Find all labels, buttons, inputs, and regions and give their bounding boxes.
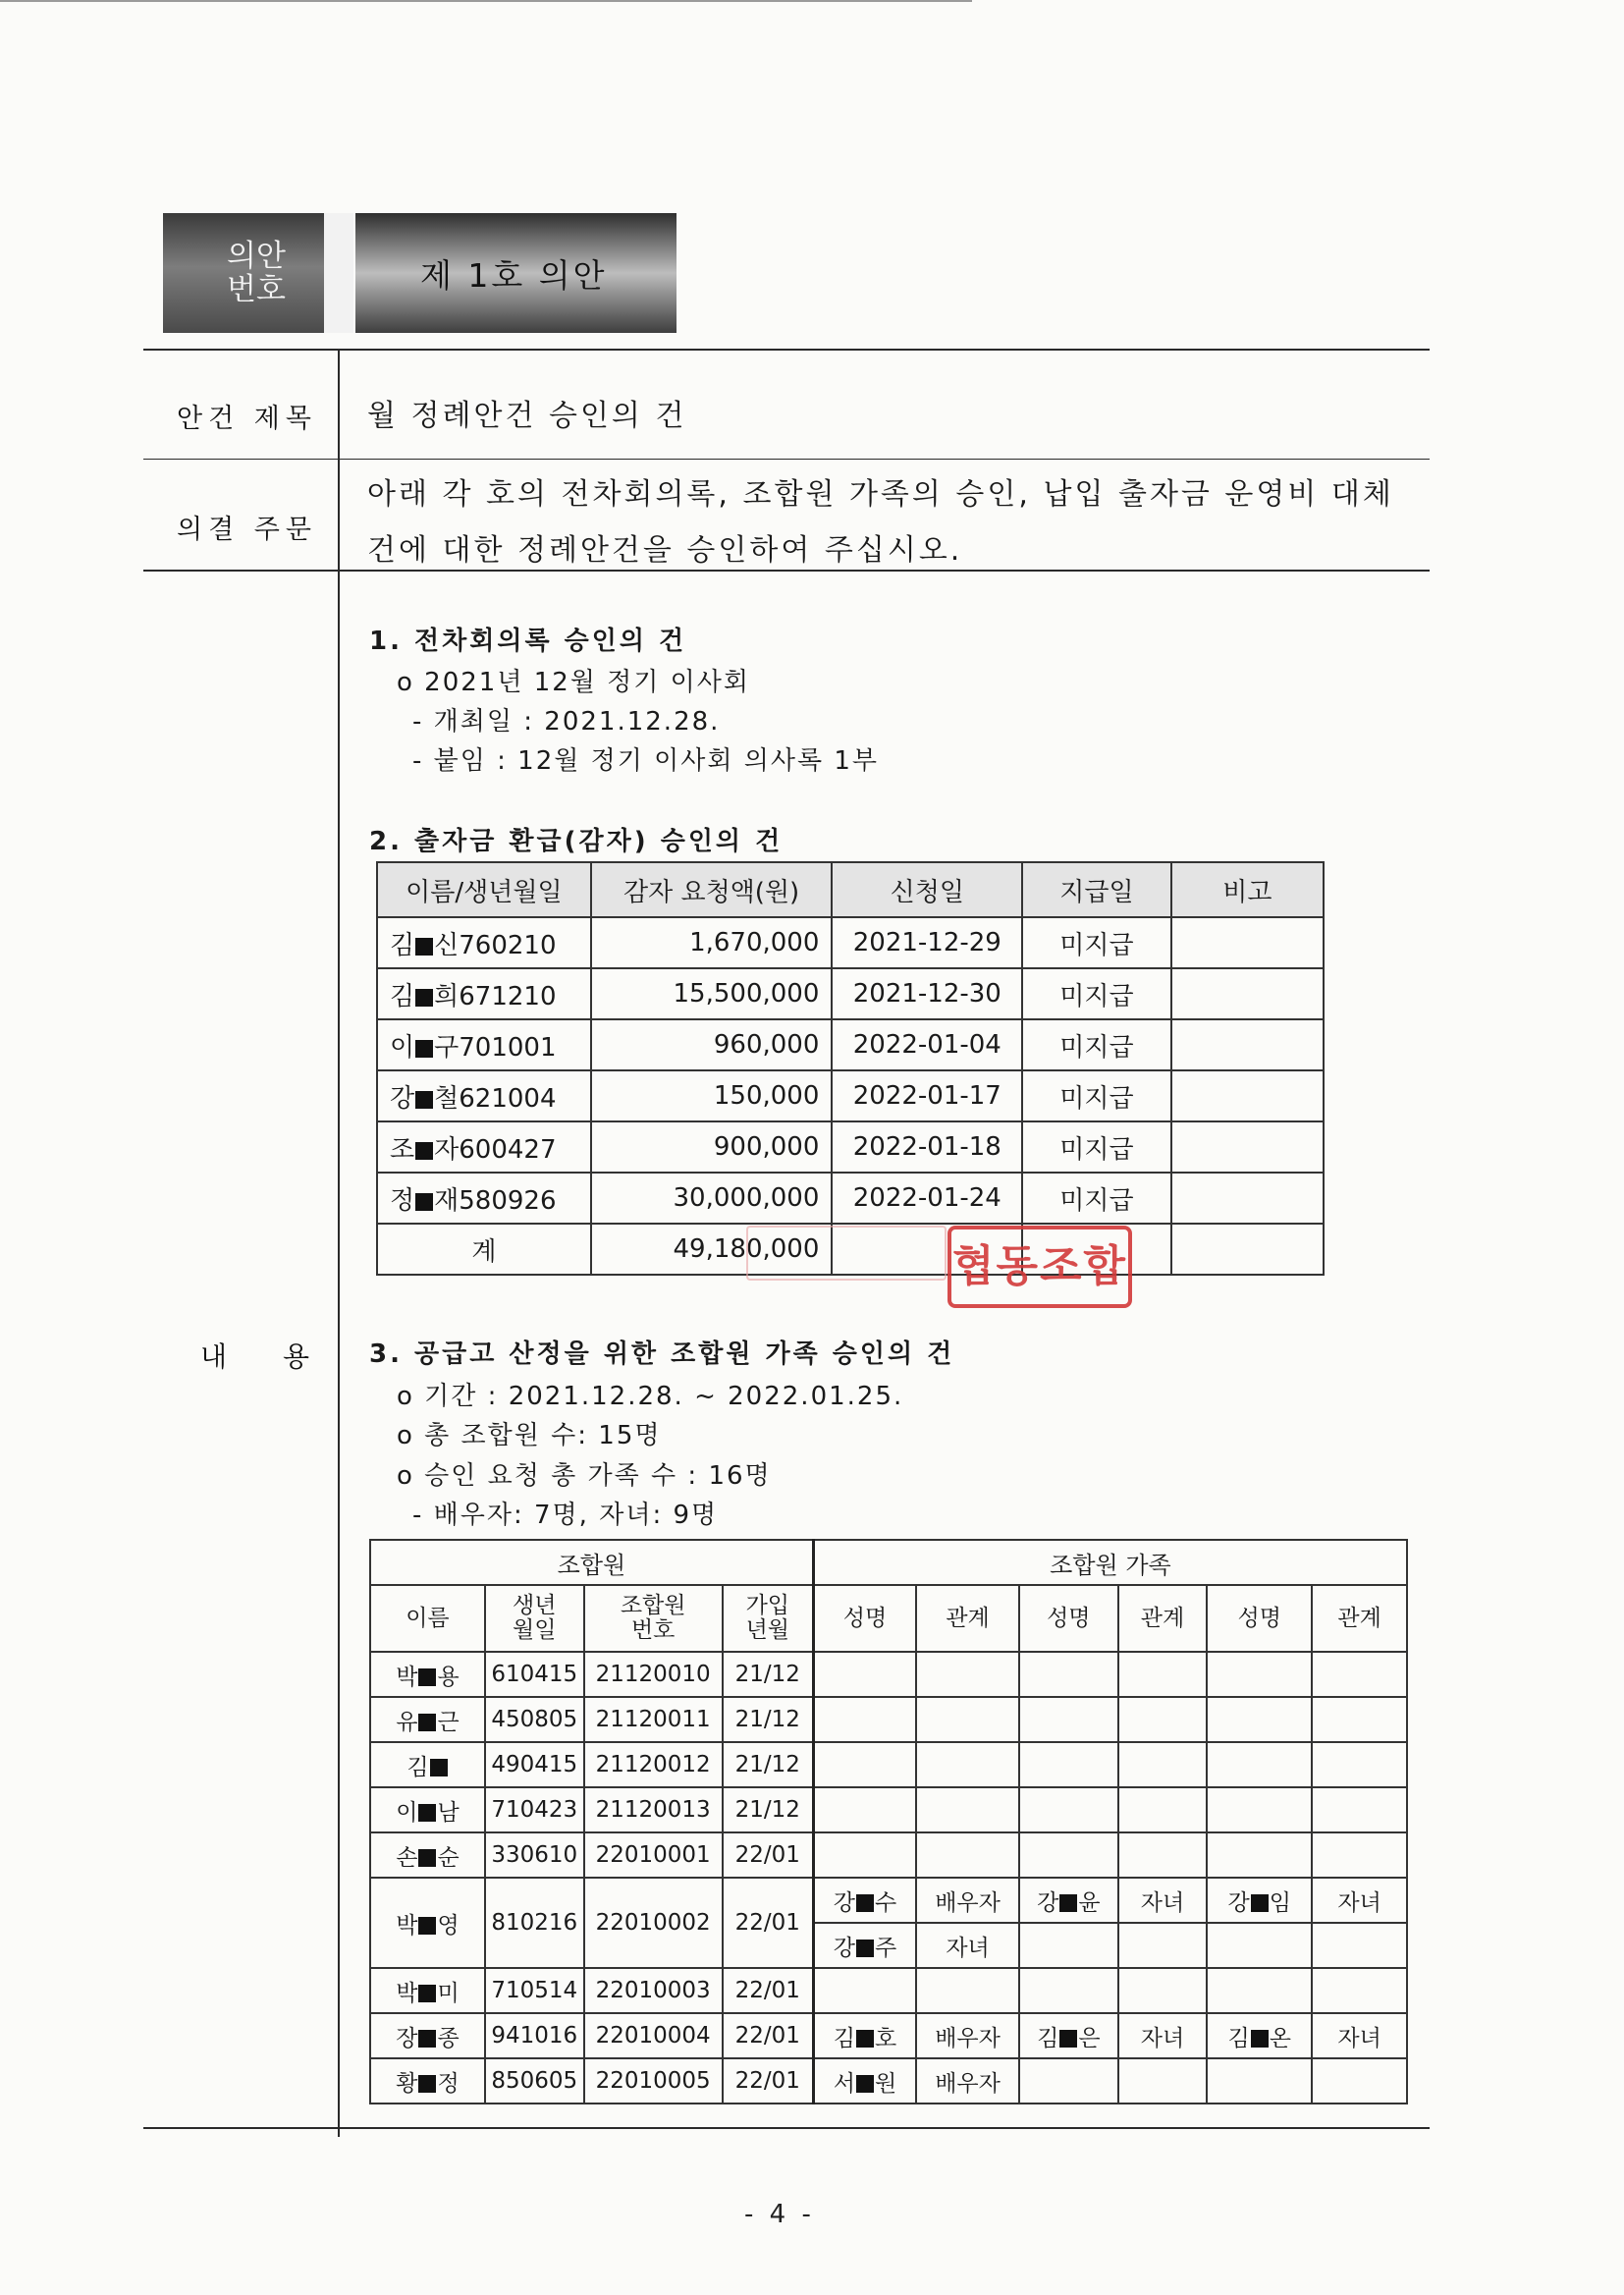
birth-cell: 610415 — [485, 1652, 584, 1697]
family-relation-cell: 자녀 — [916, 1923, 1019, 1968]
note-cell — [1171, 968, 1324, 1019]
family-name-cell — [1019, 1742, 1118, 1787]
redaction-block — [856, 1894, 874, 1912]
table-row — [377, 1121, 1324, 1173]
joined-cell: 22/01 — [723, 2013, 814, 2058]
birth-cell: 941016 — [485, 2013, 584, 2058]
form-row-rule — [143, 459, 1430, 460]
redaction-block — [418, 1917, 436, 1935]
section-1-line: - 붙임 : 12월 정기 이사회 의사록 1부 — [412, 746, 880, 776]
column-header: 가입 년월 — [723, 1585, 814, 1652]
member-name-cell: 박 용 — [370, 1652, 485, 1697]
redaction-block — [418, 2075, 436, 2093]
member-name-cell: 김 — [370, 1742, 485, 1787]
table-row — [370, 1787, 1407, 1832]
amount-cell: 1,670,000 — [591, 917, 833, 968]
redaction-block — [1251, 2030, 1269, 2048]
amount-cell: 30,000,000 — [591, 1173, 833, 1224]
redaction-block — [415, 1193, 433, 1211]
family-name-cell — [1207, 1923, 1312, 1968]
family-name-cell — [813, 1832, 916, 1878]
form-row-rule — [143, 570, 1430, 572]
total-label: 계 — [377, 1224, 591, 1275]
family-relation-cell — [916, 1968, 1019, 2013]
member-number-cell: 22010004 — [584, 2013, 723, 2058]
paid-cell: 미지급 — [1022, 1019, 1171, 1070]
section-2-title: 2. 출자금 환급(감자) 승인의 건 — [369, 827, 784, 856]
family-name-cell — [1019, 2058, 1118, 2104]
member-name-cell: 박 미 — [370, 1968, 485, 2013]
family-relation-cell — [1312, 1787, 1407, 1832]
joined-cell: 22/01 — [723, 1878, 814, 1968]
family-name-cell — [1019, 1787, 1118, 1832]
family-relation-cell — [1118, 2058, 1208, 2104]
redaction-block — [1251, 1894, 1269, 1912]
header-divider — [324, 213, 353, 333]
family-name-cell — [1207, 1742, 1312, 1787]
name-cell: 조 자600427 — [377, 1121, 591, 1173]
date-cell: 2022-01-24 — [832, 1173, 1022, 1224]
form-bottom-rule — [143, 2127, 1430, 2129]
table-row — [370, 1697, 1407, 1742]
family-relation-cell — [1312, 1652, 1407, 1697]
agenda-number-label: 의안 번호 — [163, 213, 350, 333]
member-family-table — [369, 1539, 1408, 2104]
family-name-cell: 김 은 — [1019, 2013, 1118, 2058]
name-cell: 정 재580926 — [377, 1173, 591, 1224]
member-number-cell: 21120010 — [584, 1652, 723, 1697]
column-header: 성명 — [1207, 1585, 1312, 1652]
table-row — [370, 2013, 1407, 2058]
amount-cell: 15,500,000 — [591, 968, 833, 1019]
family-relation-cell — [916, 1742, 1019, 1787]
family-relation-cell — [1118, 1787, 1208, 1832]
birth-cell: 450805 — [485, 1697, 584, 1742]
birth-cell: 490415 — [485, 1742, 584, 1787]
family-name-cell: 강 윤 — [1019, 1878, 1118, 1923]
redaction-block — [418, 1849, 436, 1867]
group-header-member: 조합원 — [370, 1540, 813, 1585]
section-1-line: o 2021년 12월 정기 이사회 — [397, 668, 751, 697]
column-header: 관계 — [916, 1585, 1019, 1652]
section-1-line: - 개최일 : 2021.12.28. — [412, 707, 721, 737]
section-3-line: o 승인 요청 총 가족 수 : 16명 — [397, 1461, 772, 1491]
family-name-cell: 강 임 — [1207, 1878, 1312, 1923]
faint-stamp-mark — [746, 1226, 947, 1281]
redaction-block — [856, 1940, 874, 1957]
family-name-cell — [1207, 1697, 1312, 1742]
section-3-line: - 배우자: 7명, 자녀: 9명 — [412, 1501, 719, 1530]
top-rule — [0, 0, 972, 2]
family-relation-cell — [1312, 1832, 1407, 1878]
paid-cell: 미지급 — [1022, 1121, 1171, 1173]
joined-cell: 21/12 — [723, 1742, 814, 1787]
family-relation-cell — [916, 1652, 1019, 1697]
member-name-cell: 유 근 — [370, 1697, 485, 1742]
column-header: 신청일 — [832, 862, 1022, 917]
redaction-block — [415, 1040, 433, 1058]
refund-table — [376, 861, 1325, 1276]
family-relation-cell — [1118, 1832, 1208, 1878]
paid-cell: 미지급 — [1022, 917, 1171, 968]
redaction-block — [415, 938, 433, 956]
family-relation-cell — [1312, 1697, 1407, 1742]
family-name-cell — [1207, 1968, 1312, 2013]
member-rows — [370, 1652, 1407, 2104]
redaction-block — [418, 1668, 436, 1686]
birth-cell: 850605 — [485, 2058, 584, 2104]
family-relation-cell — [1312, 1968, 1407, 2013]
family-relation-cell: 배우자 — [916, 1878, 1019, 1923]
column-header: 비고 — [1171, 862, 1324, 917]
birth-cell: 710514 — [485, 1968, 584, 2013]
agenda-title: 제 1호 의안 — [355, 213, 677, 333]
column-header: 관계 — [1312, 1585, 1407, 1652]
family-relation-cell — [916, 1697, 1019, 1742]
table-row — [370, 1878, 1407, 1923]
family-relation-cell: 자녀 — [1118, 1878, 1208, 1923]
family-name-cell: 김 호 — [813, 2013, 916, 2058]
group-header-family: 조합원 가족 — [813, 1540, 1407, 1585]
family-relation-cell: 자녀 — [1312, 1878, 1407, 1923]
note-cell — [1171, 1121, 1324, 1173]
date-cell: 2021-12-30 — [832, 968, 1022, 1019]
redaction-block — [856, 2030, 874, 2048]
member-number-cell: 21120013 — [584, 1787, 723, 1832]
table-header-row — [377, 862, 1324, 917]
family-name-cell: 강 수 — [813, 1878, 916, 1923]
redaction-block — [418, 2030, 436, 2048]
family-name-cell — [813, 1697, 916, 1742]
date-cell: 2022-01-18 — [832, 1121, 1022, 1173]
table-row — [370, 1968, 1407, 2013]
birth-cell: 330610 — [485, 1832, 584, 1878]
table-row — [377, 1019, 1324, 1070]
family-name-cell: 서 원 — [813, 2058, 916, 2104]
member-name-cell: 이 남 — [370, 1787, 485, 1832]
joined-cell: 22/01 — [723, 1968, 814, 2013]
family-relation-cell: 배우자 — [916, 2013, 1019, 2058]
joined-cell: 21/12 — [723, 1652, 814, 1697]
name-cell: 이 구701001 — [377, 1019, 591, 1070]
date-cell: 2021-12-29 — [832, 917, 1022, 968]
content-label: 내 용 — [200, 1340, 333, 1373]
table-row — [377, 917, 1324, 968]
amount-cell: 900,000 — [591, 1121, 833, 1173]
note-cell — [1171, 1019, 1324, 1070]
paid-cell: 미지급 — [1022, 1070, 1171, 1121]
birth-cell: 810216 — [485, 1878, 584, 1968]
note-cell — [1171, 917, 1324, 968]
member-number-cell: 21120012 — [584, 1742, 723, 1787]
member-number-cell: 22010001 — [584, 1832, 723, 1878]
page-number: - 4 - — [744, 2200, 815, 2229]
family-name-cell — [1019, 1968, 1118, 2013]
redaction-block — [1059, 1894, 1077, 1912]
resolution-label: 의결 주문 — [177, 515, 317, 545]
table-row — [377, 1173, 1324, 1224]
family-name-cell — [1207, 1787, 1312, 1832]
family-relation-cell — [1118, 1652, 1208, 1697]
family-relation-cell — [1118, 1697, 1208, 1742]
date-cell: 2022-01-04 — [832, 1019, 1022, 1070]
cooperative-seal-stamp: 협동조합 — [947, 1226, 1132, 1308]
family-name-cell — [1019, 1832, 1118, 1878]
joined-cell: 21/12 — [723, 1787, 814, 1832]
family-relation-cell — [1118, 1968, 1208, 2013]
table-row — [370, 2058, 1407, 2104]
redaction-block — [418, 1714, 436, 1731]
date-cell: 2022-01-17 — [832, 1070, 1022, 1121]
column-header: 성명 — [1019, 1585, 1118, 1652]
family-name-cell — [1019, 1697, 1118, 1742]
column-header: 조합원 번호 — [584, 1585, 723, 1652]
amount-cell: 960,000 — [591, 1019, 833, 1070]
joined-cell: 22/01 — [723, 2058, 814, 2104]
family-relation-cell: 자녀 — [1118, 2013, 1208, 2058]
joined-cell: 21/12 — [723, 1697, 814, 1742]
member-number-cell: 21120011 — [584, 1697, 723, 1742]
resolution-line-2: 건에 대한 정례안건을 승인하여 주십시오. — [367, 533, 963, 568]
family-relation-cell — [1312, 1923, 1407, 1968]
member-number-cell: 22010002 — [584, 1878, 723, 1968]
family-name-cell — [813, 1652, 916, 1697]
redaction-block — [856, 2075, 874, 2093]
family-name-cell: 김 온 — [1207, 2013, 1312, 2058]
column-header: 지급일 — [1022, 862, 1171, 917]
family-relation-cell — [1118, 1742, 1208, 1787]
name-cell: 김 신760210 — [377, 917, 591, 968]
redaction-block — [415, 989, 433, 1007]
family-name-cell — [813, 1742, 916, 1787]
birth-cell: 710423 — [485, 1787, 584, 1832]
joined-cell: 22/01 — [723, 1832, 814, 1878]
family-name-cell — [1019, 1923, 1118, 1968]
family-relation-cell — [1312, 2058, 1407, 2104]
name-cell: 김 희671210 — [377, 968, 591, 1019]
family-relation-cell: 배우자 — [916, 2058, 1019, 2104]
table-row — [377, 968, 1324, 1019]
table-row — [370, 1742, 1407, 1787]
column-header: 이름/생년월일 — [377, 862, 591, 917]
column-header: 성명 — [813, 1585, 916, 1652]
table-row — [377, 1070, 1324, 1121]
section-1-title: 1. 전차회의록 승인의 건 — [369, 627, 687, 656]
redaction-block — [430, 1759, 448, 1776]
paid-cell: 미지급 — [1022, 968, 1171, 1019]
member-name-cell: 박 영 — [370, 1878, 485, 1968]
family-name-cell — [1207, 1832, 1312, 1878]
family-name-cell: 강 주 — [813, 1923, 916, 1968]
family-name-cell — [1207, 1652, 1312, 1697]
redaction-block — [418, 1804, 436, 1822]
redaction-block — [415, 1142, 433, 1160]
table-row — [370, 1652, 1407, 1697]
family-name-cell — [813, 1968, 916, 2013]
family-relation-cell — [1118, 1923, 1208, 1968]
family-name-cell — [1207, 2058, 1312, 2104]
member-name-cell: 장 종 — [370, 2013, 485, 2058]
name-cell: 강 철621004 — [377, 1070, 591, 1121]
section-3-line: o 총 조합원 수: 15명 — [397, 1421, 662, 1450]
amount-cell: 150,000 — [591, 1070, 833, 1121]
note-cell — [1171, 1070, 1324, 1121]
empty-cell — [1171, 1224, 1324, 1275]
redaction-block — [418, 1985, 436, 2002]
paid-cell: 미지급 — [1022, 1173, 1171, 1224]
family-relation-cell — [916, 1832, 1019, 1878]
member-number-cell: 22010003 — [584, 1968, 723, 2013]
table-row — [370, 1832, 1407, 1878]
family-name-cell — [813, 1787, 916, 1832]
family-relation-cell — [916, 1787, 1019, 1832]
family-relation-cell: 자녀 — [1312, 2013, 1407, 2058]
resolution-line-1: 아래 각 호의 전차회의록, 조합원 가족의 승인, 납입 출자금 운영비 대체 — [367, 477, 1394, 512]
section-3-line: o 기간 : 2021.12.28. ~ 2022.01.25. — [397, 1382, 904, 1411]
family-relation-cell — [1312, 1742, 1407, 1787]
member-name-cell: 황 정 — [370, 2058, 485, 2104]
redaction-block — [1059, 2030, 1077, 2048]
total-amount: 49,180,000 — [591, 1224, 833, 1275]
form-column-rule — [338, 350, 340, 2137]
form-top-rule — [143, 349, 1430, 351]
section-3-title: 3. 공급고 산정을 위한 조합원 가족 승인의 건 — [369, 1339, 955, 1369]
column-header: 감자 요청액(원) — [591, 862, 833, 917]
family-name-cell — [1019, 1652, 1118, 1697]
subject-label: 안건 제목 — [177, 404, 317, 434]
column-header: 이름 — [370, 1585, 485, 1652]
member-number-cell: 22010005 — [584, 2058, 723, 2104]
column-header: 생년 월일 — [485, 1585, 584, 1652]
column-header: 관계 — [1118, 1585, 1208, 1652]
member-name-cell: 손 순 — [370, 1832, 485, 1878]
redaction-block — [415, 1091, 433, 1109]
note-cell — [1171, 1173, 1324, 1224]
subject-value: 월 정례안건 승인의 건 — [367, 399, 687, 433]
